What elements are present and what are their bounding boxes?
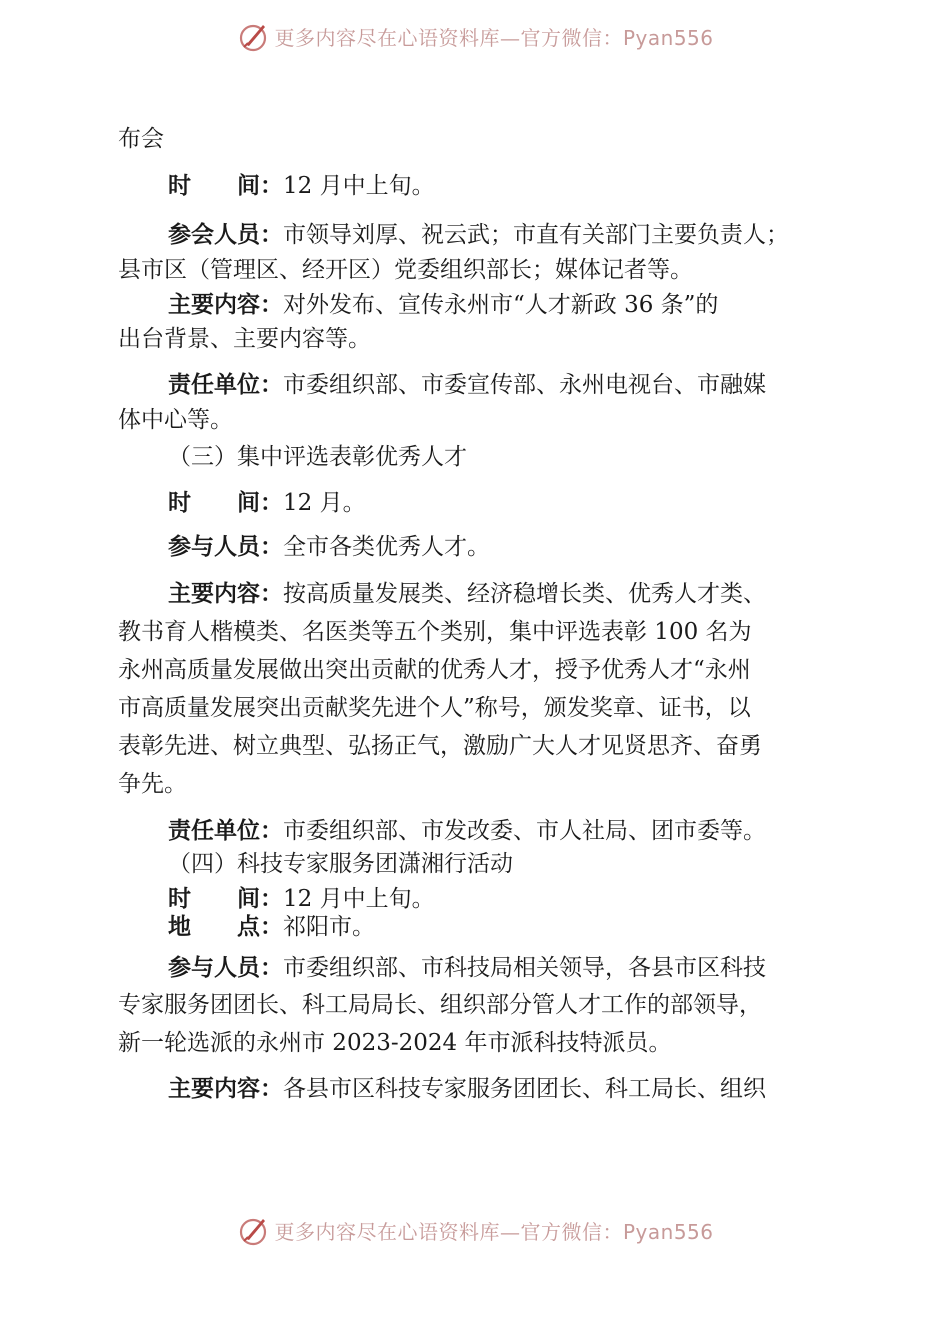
- field-value: 按高质量发展类、经济稳增长类、优秀人才类、: [283, 581, 766, 607]
- field-label: 参与人员：: [168, 955, 283, 981]
- field-value: 12 月中上旬。: [283, 173, 435, 199]
- watermark-text: [274, 22, 713, 51]
- watermark-wechat-id: Pyan556: [622, 1219, 714, 1244]
- text-line: [118, 251, 693, 289]
- field-label: 主要内容：: [168, 1076, 283, 1102]
- field-label: 时 间：: [168, 490, 283, 516]
- line-text: 体中心等。: [118, 407, 233, 433]
- field-value: 全市各类优秀人才。: [283, 534, 490, 560]
- watermark-wechat-id: Pyan556: [622, 25, 714, 50]
- quill-logo-icon: [236, 1213, 270, 1247]
- line-text: 表彰先进、树立典型、弘扬正气，激励广大人才见贤思齐、奋勇: [118, 733, 762, 759]
- text-line: [118, 120, 164, 158]
- quill-logo-icon: [236, 19, 270, 53]
- text-line: [118, 1024, 671, 1062]
- field-responsible: [168, 366, 766, 404]
- field-value: 12 月。: [283, 490, 366, 516]
- field-label: 主要内容：: [168, 292, 283, 318]
- watermark-brand: 更多内容尽在心语资料库: [274, 25, 500, 50]
- line-text: 专家服务团团长、科工局局长、组织部分管人才工作的部领导，: [118, 992, 762, 1018]
- field-label: 参与人员：: [168, 534, 283, 560]
- watermark-text: [274, 1216, 713, 1245]
- field-content: [168, 575, 766, 613]
- field-value: 市领导刘厚、祝云武；市直有关部门主要负责人；: [283, 222, 789, 248]
- field-participants: [168, 528, 490, 566]
- field-label: 参会人员：: [168, 222, 283, 248]
- text-line: [118, 651, 751, 689]
- section-heading: [168, 438, 467, 476]
- field-label: 责任单位：: [168, 818, 283, 844]
- watermark-header: [0, 16, 950, 56]
- line-text: 县市区（管理区、经开区）党委组织部长；媒体记者等。: [118, 257, 693, 283]
- section-title: （四）科技专家服务团潇湘行活动: [168, 851, 513, 877]
- text-line: [118, 727, 762, 765]
- text-line: [118, 765, 187, 803]
- section-heading: [168, 845, 513, 883]
- field-time: [168, 167, 435, 205]
- watermark-brand: 更多内容尽在心语资料库: [274, 1219, 500, 1244]
- text-line: [118, 401, 233, 439]
- watermark-wechat-label: 官方微信：: [520, 25, 623, 50]
- line-text: 争先。: [118, 771, 187, 797]
- line-text: 永州高质量发展做出突出贡献的优秀人才，授予优秀人才“永州: [118, 657, 751, 683]
- text-line: [118, 613, 752, 651]
- watermark-wechat-label: 官方微信：: [520, 1219, 623, 1244]
- field-label: 时 间：: [168, 173, 283, 199]
- text-line: [118, 689, 751, 727]
- field-value: 祁阳市。: [283, 914, 375, 940]
- field-label: 责任单位：: [168, 372, 283, 398]
- section-title: （三）集中评选表彰优秀人才: [168, 444, 467, 470]
- watermark-separator: —: [499, 25, 521, 50]
- field-content: [168, 1070, 766, 1108]
- line-text: 新一轮选派的永州市 2023-2024 年市派科技特派员。: [118, 1030, 672, 1056]
- field-value: 12 月中上旬。: [283, 886, 435, 912]
- line-text: 市高质量发展突出贡献奖先进个人”称号，颁发奖章、证书，以: [118, 695, 751, 721]
- field-location: [168, 908, 375, 946]
- field-label: 时 间：: [168, 886, 283, 912]
- field-value: 市委组织部、市委宣传部、永州电视台、市融媒: [283, 372, 766, 398]
- field-content: [168, 286, 718, 324]
- field-attendees: [168, 216, 789, 254]
- field-value: 市委组织部、市科技局相关领导，各县市区科技: [283, 955, 766, 981]
- field-time: [168, 484, 366, 522]
- field-participants: [168, 949, 766, 987]
- text-line: [118, 986, 762, 1024]
- text-line: [118, 320, 371, 358]
- field-value: 市委组织部、市发改委、市人社局、团市委等。: [283, 818, 766, 844]
- line-text: 教书育人楷模类、名医类等五个类别，集中评选表彰 100 名为: [118, 619, 752, 645]
- field-value: 各县市区科技专家服务团团长、科工局长、组织: [283, 1076, 766, 1102]
- field-label: 地 点：: [168, 914, 283, 940]
- watermark-footer: [0, 1210, 950, 1250]
- field-label: 主要内容：: [168, 581, 283, 607]
- line-text: 布会: [118, 126, 164, 152]
- field-value: 对外发布、宣传永州市“人才新政 36 条”的: [283, 292, 719, 318]
- watermark-separator: —: [499, 1219, 521, 1244]
- line-text: 出台背景、主要内容等。: [118, 326, 371, 352]
